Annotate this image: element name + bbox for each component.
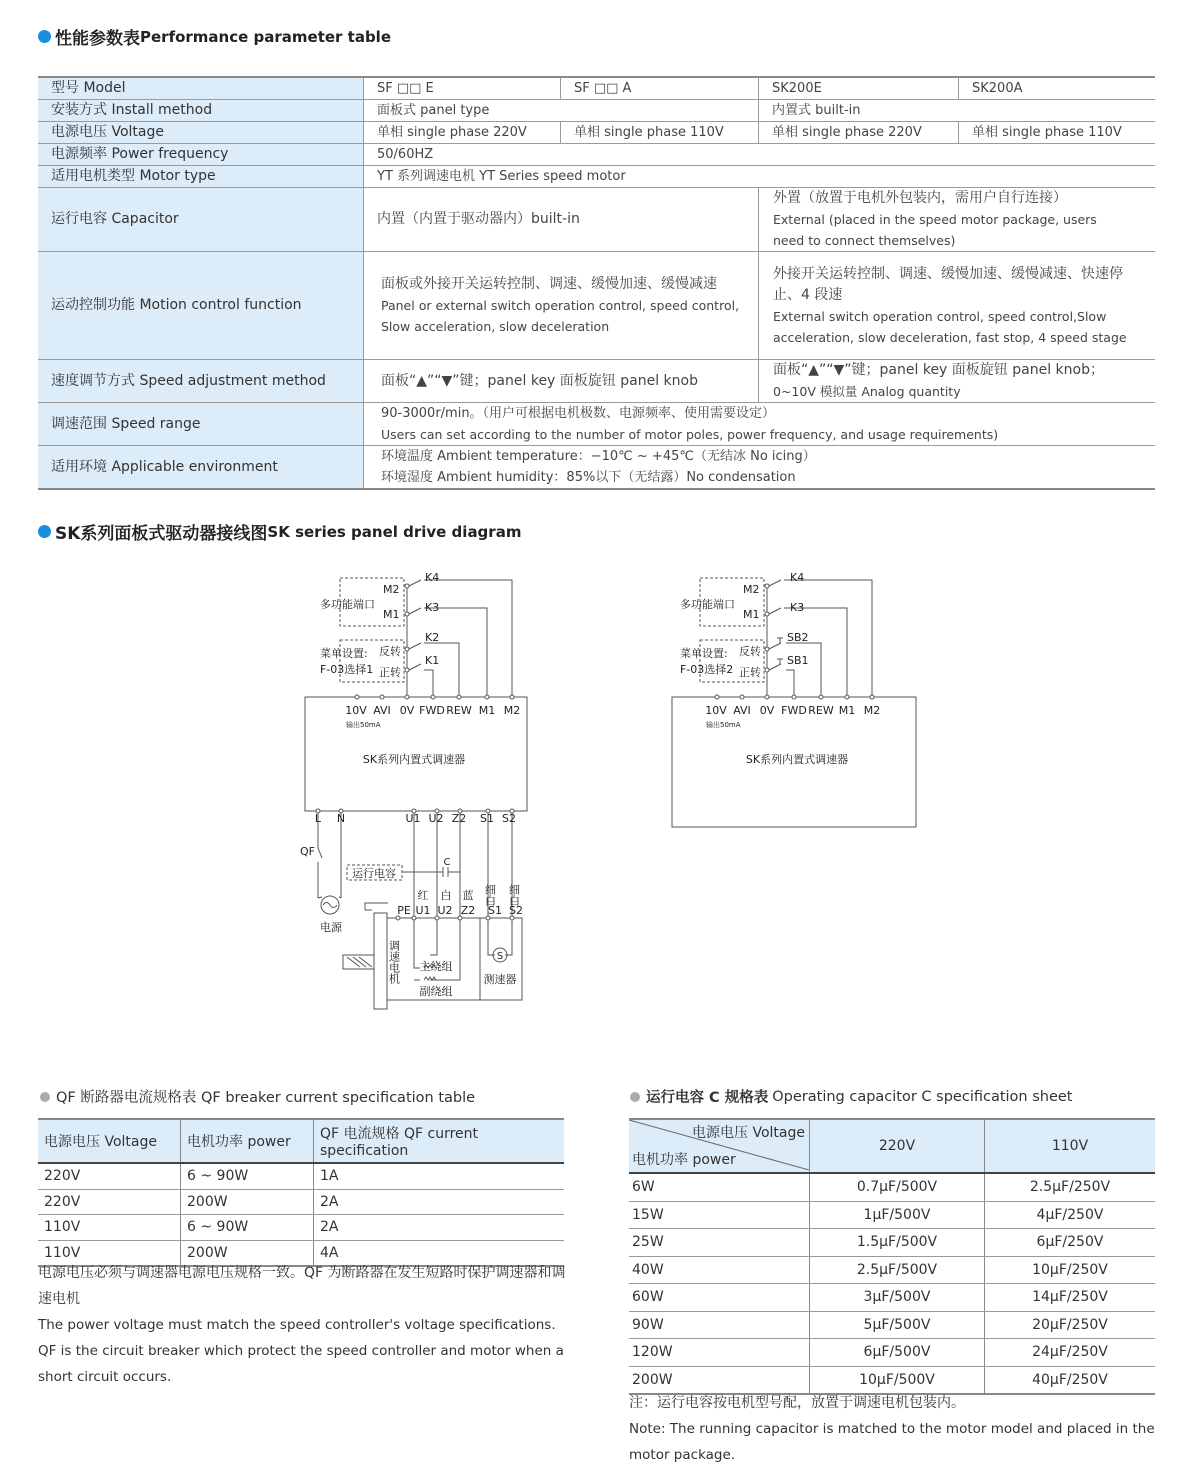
table-row — [38, 1189, 564, 1215]
motor-shaft — [374, 913, 387, 1009]
cell: 14μF/250V — [985, 1284, 1156, 1312]
table-row — [629, 1284, 1155, 1312]
reverse-label: 反转 — [379, 645, 401, 658]
switch-k4: K4 — [790, 571, 805, 584]
cell: 220V — [38, 1189, 181, 1215]
switch-k2: K2 — [425, 631, 440, 644]
table-row — [38, 403, 1155, 446]
row-label: 电源频率 Power frequency — [38, 144, 364, 166]
cell: 24μF/250V — [985, 1339, 1156, 1367]
bullet-icon — [630, 1092, 640, 1102]
switch-sb1: SB1 — [787, 654, 809, 667]
terminal-label: M1 — [838, 704, 856, 717]
controller-label: SK系列内置式调速器 — [745, 753, 849, 766]
title-cn: SK系列面板式驱动器接线图 — [55, 524, 268, 544]
terminal-label: U2 — [428, 812, 444, 825]
row-label: 适用环境 Applicable environment — [38, 446, 364, 490]
cell: 1μF/500V — [810, 1201, 985, 1229]
terminal-label: U1 — [405, 812, 421, 825]
cell — [759, 252, 1156, 360]
switch-k3: K3 — [425, 601, 440, 614]
cell-cn: 外接开关运转控制、调速、缓慢加速、缓慢减速、快速停止、4 段速 — [773, 265, 1123, 303]
cell: SF □□ A — [561, 77, 759, 100]
cell-cn: 面板或外接开关运转控制、调速、缓慢加速、缓慢减速 — [381, 276, 717, 292]
performance-table — [38, 76, 1155, 490]
cap-note-en: Note: The running capacitor is matched to the motor model and placed in the motor package. — [629, 1421, 1155, 1463]
cell-en: 环境湿度 Ambient humidity：85%以下（无结露）No condensation — [381, 470, 796, 485]
cell: 40W — [629, 1256, 810, 1284]
menu-setting-label: 菜单设置: — [320, 647, 368, 660]
corner-top-label: 电源电压 Voltage — [692, 1125, 805, 1141]
cell: 6μF/250V — [985, 1229, 1156, 1257]
table-row — [38, 360, 1155, 403]
column-header: 110V — [985, 1119, 1156, 1173]
cell: 0.7μF/500V — [810, 1173, 985, 1201]
terminal-label: AVI — [373, 704, 391, 717]
cell: 4μF/250V — [985, 1201, 1156, 1229]
cell: 6W — [629, 1173, 810, 1201]
terminal-label: FWD — [781, 704, 807, 717]
switch-k3: K3 — [790, 601, 805, 614]
table-row — [629, 1201, 1155, 1229]
terminal-label: 0V — [399, 704, 415, 717]
cell: 90W — [629, 1311, 810, 1339]
cell — [364, 403, 1156, 446]
table-row — [38, 100, 1155, 122]
table-header-row — [629, 1119, 1155, 1173]
cell-en: External switch operation control, speed control,Slow acceleration, slow deceleration, fast stop, 4 speed stage — [773, 308, 1127, 345]
cell: 200W — [629, 1366, 810, 1394]
motor-terminal: S1 — [488, 904, 502, 917]
controller-label: SK系列内置式调速器 — [362, 753, 466, 766]
wire-color-label: 白 — [440, 889, 452, 902]
table-row — [38, 446, 1155, 490]
reverse-label: 反转 — [739, 645, 761, 658]
table-row — [38, 1163, 564, 1189]
terminal-label: AVI — [733, 704, 751, 717]
label-m2: M2 — [383, 583, 400, 596]
row-label: 安装方式 Install method — [38, 100, 364, 122]
cell: 1A — [314, 1163, 565, 1189]
cell: 220V — [38, 1163, 181, 1189]
terminal-label: 10V — [705, 704, 727, 717]
cell: 25W — [629, 1229, 810, 1257]
cell-en: 0~10V 模拟量 Analog quantity — [773, 384, 961, 399]
terminal-label: S2 — [502, 812, 516, 825]
terminal-label: S1 — [480, 812, 494, 825]
cell-cn: 面板“▲”“▼”键；panel key 面板旋钮 panel knob — [381, 372, 698, 389]
column-header: 电机功率 power — [181, 1119, 314, 1163]
title-cn: 性能参数表 — [55, 29, 140, 49]
cell: 50/60HZ — [364, 144, 1156, 166]
cell — [364, 360, 759, 403]
cell — [364, 446, 1156, 490]
table-row — [629, 1229, 1155, 1257]
table-row — [38, 188, 1155, 252]
cell: 4A — [314, 1240, 565, 1266]
table-row — [629, 1173, 1155, 1201]
column-header: 220V — [810, 1119, 985, 1173]
cell: 2.5μF/500V — [810, 1256, 985, 1284]
f03-label: F-03选择1 — [320, 663, 374, 676]
cell: 10μF/500V — [810, 1366, 985, 1394]
cell-cn: 环境温度 Ambient temperature：−10℃ ~ +45℃（无结冰 No icing） — [381, 449, 816, 464]
row-label: 型号 Model — [38, 77, 364, 100]
cell — [364, 188, 759, 252]
cap-note-cn: 注：运行电容按电机型号配，放置于调速电机包装内。 — [629, 1395, 965, 1411]
cell-en: External (placed in the speed motor package, users need to connect themselves) — [773, 212, 1097, 248]
cell: 15W — [629, 1201, 810, 1229]
cell: 110V — [38, 1215, 181, 1241]
cap-title-cn: 运行电容 C 规格表 — [646, 1090, 769, 1106]
cell: 内置式 built-in — [759, 100, 1156, 122]
wire-color-label: 红 — [417, 889, 429, 902]
tacho-symbol: S — [496, 951, 504, 962]
wire-color-label: 细白 — [483, 884, 497, 906]
table-row — [38, 252, 1155, 360]
corner-header — [629, 1119, 810, 1173]
terminal-label: 0V — [759, 704, 775, 717]
row-label: 电源电压 Voltage — [38, 122, 364, 144]
cell-cn: 90-3000r/min。（用户可根据电机极数、电源频率、使用需要设定） — [381, 406, 776, 421]
row-label: 适用电机类型 Motor type — [38, 166, 364, 188]
terminal-label: M2 — [863, 704, 881, 717]
cell: 2A — [314, 1189, 565, 1215]
cell: 200W — [181, 1240, 314, 1266]
label-m1: M1 — [743, 608, 760, 621]
cell: 10μF/250V — [985, 1256, 1156, 1284]
motor-terminal: Z2 — [460, 904, 476, 917]
diagram-section-title — [38, 519, 521, 544]
multi-port-label: 多功能端口 — [320, 598, 375, 611]
cell-en: Slow acceleration, slow deceleration — [381, 319, 610, 334]
cell: 120W — [629, 1339, 810, 1367]
row-label: 速度调节方式 Speed adjustment method — [38, 360, 364, 403]
cell-cn: 面板“▲”“▼”键；panel key 面板旋钮 panel knob； — [773, 362, 1104, 378]
cap-table-title — [630, 1086, 1073, 1107]
table-row — [38, 166, 1155, 188]
cell: 3μF/500V — [810, 1284, 985, 1312]
label-m1: M1 — [383, 608, 400, 621]
cell — [759, 188, 1156, 252]
cell — [759, 360, 1156, 403]
qf-label: QF — [300, 845, 315, 858]
main-winding-label: 主绕组 — [419, 960, 453, 973]
row-label: 运行电容 Capacitor — [38, 188, 364, 252]
switch-k4: K4 — [425, 571, 440, 584]
cell: 200W — [181, 1189, 314, 1215]
tachometer-label: 测速器 — [483, 973, 517, 986]
label-m2: M2 — [743, 583, 760, 596]
motor-terminal: S2 — [509, 904, 523, 917]
terminal-label: FWD — [419, 704, 445, 717]
table-row — [38, 77, 1155, 100]
terminal-label: L — [314, 812, 322, 825]
cell: 20μF/250V — [985, 1311, 1156, 1339]
forward-label: 正转 — [739, 666, 761, 679]
cell: 40μF/250V — [985, 1366, 1156, 1394]
cell: SK200A — [959, 77, 1156, 100]
cell: 2.5μF/250V — [985, 1173, 1156, 1201]
cap-note — [629, 1390, 1159, 1468]
capacitor-c-label: C — [443, 857, 451, 868]
table-row — [38, 122, 1155, 144]
table-header-row — [38, 1119, 564, 1163]
cell: 单相 single phase 110V — [561, 122, 759, 144]
corner-bottom-label: 电机功率 power — [632, 1152, 736, 1168]
cell: 1.5μF/500V — [810, 1229, 985, 1257]
cell: 6μF/500V — [810, 1339, 985, 1367]
cell: 2A — [314, 1215, 565, 1241]
cap-title-en: Operating capacitor C specification sheet — [772, 1088, 1073, 1105]
table-row — [629, 1311, 1155, 1339]
f03-label: F-03选择2 — [680, 663, 734, 676]
terminal-label: M2 — [503, 704, 521, 717]
qf-title-text: QF 断路器电流规格表 QF breaker current specification table — [56, 1090, 476, 1106]
forward-label: 正转 — [379, 666, 401, 679]
table-row — [38, 144, 1155, 166]
switch-sb2: SB2 — [787, 631, 809, 644]
terminal-label: M1 — [478, 704, 496, 717]
terminal-label: REW — [808, 704, 834, 717]
cell-en: Panel or external switch operation control, speed control, — [381, 298, 740, 313]
table-row — [629, 1339, 1155, 1367]
wiring-diagram — [0, 560, 1200, 1020]
performance-section-title — [38, 24, 391, 49]
terminal-label: Z2 — [451, 812, 467, 825]
cell: 单相 single phase 110V — [959, 122, 1156, 144]
run-capacitor-label: 运行电容 — [352, 867, 396, 880]
cell: SF □□ E — [364, 77, 561, 100]
aux-winding-label: 副绕组 — [419, 985, 453, 998]
row-label: 调速范围 Speed range — [38, 403, 364, 446]
wire-color-label: 细白 — [507, 884, 521, 906]
terminal-label: REW — [446, 704, 472, 717]
bullet-icon — [40, 1092, 50, 1102]
cell: 单相 single phase 220V — [364, 122, 561, 144]
bullet-icon — [38, 525, 51, 538]
table-row — [629, 1256, 1155, 1284]
cell: 60W — [629, 1284, 810, 1312]
qf-table-title — [40, 1086, 475, 1107]
cell: 110V — [38, 1240, 181, 1266]
column-header: 电源电压 Voltage — [38, 1119, 181, 1163]
table-row — [38, 1215, 564, 1241]
qf-note — [38, 1260, 568, 1390]
qf-note-cn: 电源电压必须与调速器电源电压规格一致。QF 为断路器在发生短路时保护调速器和调速电机 — [38, 1265, 566, 1307]
terminal-label: N — [336, 812, 346, 825]
power-source-label: 电源 — [320, 921, 342, 934]
title-en: Performance parameter table — [140, 27, 392, 46]
ac-source-icon — [323, 903, 337, 908]
cell: SK200E — [759, 77, 959, 100]
cell: 6 ~ 90W — [181, 1215, 314, 1241]
motor-terminal: U1 — [415, 904, 431, 917]
capacitor-table — [629, 1118, 1155, 1395]
motor-terminal: PE — [397, 904, 411, 917]
cell-cn: 内置（内置于驱动器内）built-in — [377, 211, 580, 227]
title-en: SK series panel drive diagram — [267, 522, 522, 541]
cell: 单相 single phase 220V — [759, 122, 959, 144]
menu-setting-label: 菜单设置: — [680, 647, 728, 660]
cell: YT 系列调速电机 YT Series speed motor — [364, 166, 1156, 188]
cell: 6 ~ 90W — [181, 1163, 314, 1189]
output-note: 输出50mA — [706, 721, 741, 729]
wire-color-label: 蓝 — [462, 889, 474, 902]
output-note: 输出50mA — [346, 721, 381, 729]
column-header: QF 电流规格 QF current specification — [314, 1119, 565, 1163]
cell — [364, 252, 759, 360]
multi-port-label: 多功能端口 — [680, 598, 735, 611]
switch-k1: K1 — [425, 654, 440, 667]
motor-label: 调速电机 — [387, 940, 401, 984]
cell: 面板式 panel type — [364, 100, 759, 122]
bullet-icon — [38, 30, 51, 43]
cell-en: Users can set according to the number of motor poles, power frequency, and usage requirements) — [381, 427, 999, 442]
qf-table — [38, 1118, 564, 1267]
motor-terminal: U2 — [437, 904, 453, 917]
cell-cn: 外置（放置于电机外包装内，需用户自行连接） — [773, 190, 1067, 206]
cell: 5μF/500V — [810, 1311, 985, 1339]
row-label: 运动控制功能 Motion control function — [38, 252, 364, 360]
terminal-label: 10V — [345, 704, 367, 717]
qf-note-en: The power voltage must match the speed controller's voltage specifications. QF is the circuit breaker which protect the speed controller and motor when a short circuit occurs. — [38, 1317, 564, 1385]
